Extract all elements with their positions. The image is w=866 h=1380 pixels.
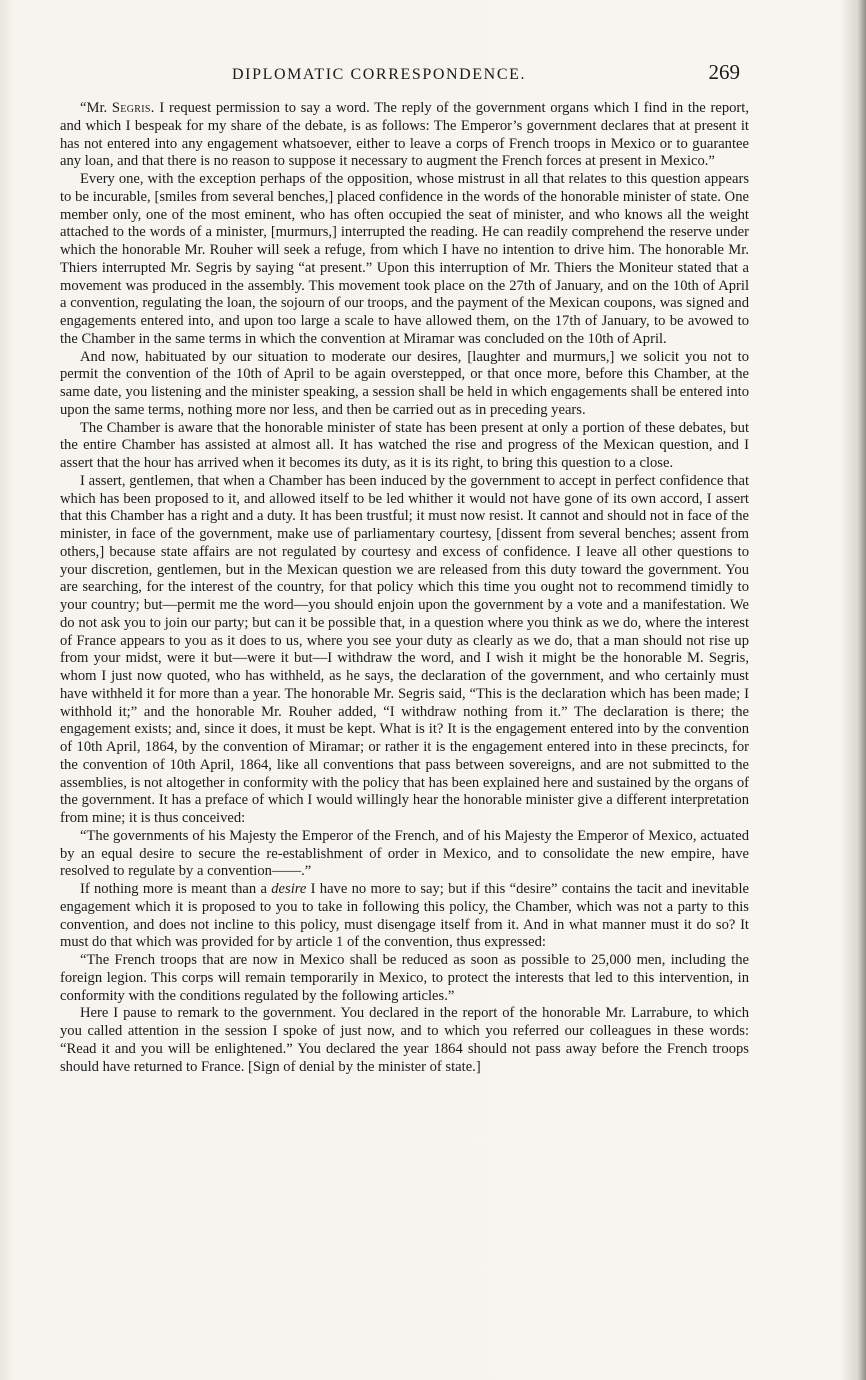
paragraph-6-quote: “The governments of his Majesty the Emperor of the French, and of his Majesty the Emperor of Mexico, actuated by an equal desire to secure the re-establishment of order in Mexico, and to consolidate the new empire, have resolved to regulate by a convention——.” <box>60 827 749 880</box>
paragraph-3: And now, habituated by our situation to moderate our desires, [laughter and murmurs,] we solicit you not to permit the convention of the 10th of April to be again overstepped, or that once more, before this Chamber, at the same date, you listening and the minister speaking, a session shall be held in which engagements shall be entered into upon the same terms, nothing more nor less, and then be carried out as in preceding years. <box>60 348 749 418</box>
page-number: 269 <box>708 60 740 84</box>
quote-open: “Mr. <box>80 100 112 116</box>
paragraph-9: Here I pause to remark to the government. You declared in the report of the honorable Mr. Larrabure, to which you called attention in the session I spoke of just now, and to which you referred our colleagues in these words: “Read it and you will be enlightened.” You declared the year 1864 should not pass away before the French troops should have returned to France. [Sign of denial by the minister of state.] <box>60 1005 749 1075</box>
paragraph-4: The Chamber is aware that the honorable minister of state has been present at only a portion of these debates, but the entire Chamber has assisted at almost all. It has watched the rise and progress of the Mexican question, and I assert that the hour has arrived when it becomes its duty, as it is its right, to bring this question to a close. <box>60 419 749 471</box>
paragraph-5: I assert, gentlemen, that when a Chamber has been induced by the government to accept in perfect confidence that which has been proposed to it, and allowed itself to be led whither it would not have gone of its own accord, I assert that this Chamber has a right and a duty. It has been trustful; it must now resist. It cannot and should not in face of the minister, in face of the government, make use of parliamentary courtesy, [dissent from several benches; assent from others,] because state affairs are not regulated by courtesy and excess of confidence. I leave all other questions to your discretion, gentlemen, but in the Mexican question we are released from this duty toward the government. You are searching, for the interest of the country, for that policy which this time you ought not to recommend timidly to your country; but—permit me the word—you should enjoin upon the government by a vote and a manifestation. We do not ask you to join our party; but can it be possible that, in a question where you think as we do, where the interest of France appears to you as it does to us, where you see your duty as clearly as we do, that a man should not rise up from your midst, were it but—were it but—I withdraw the word, and I wish it might be the honorable M. Segris, whom I just now quoted, who has withheld, as he says, the declaration of the government, and who certainly must have withheld it for more than a year. The honorable Mr. Segris said, “This is the declaration which has been made; I withhold it;” and the honorable Mr. Rouher added, “I withdraw nothing from it.” The declaration is there; the engagement exists; and, since it does, it must be kept. What is it? It is the engagement entered into by the convention of 10th April, 1864, by the convention of Miramar; or rather it is the engagement entered into in these precincts, for the convention of 10th April, 1864, like all conventions that pass between sovereigns, and are not submitted to the assemblies, is not altogether in conformity with the policy that has been explained here and sustained by the organs of the government. It has a preface of which I would willingly hear the honorable minister give a different interpretation from mine; it is thus conceived: <box>60 472 749 826</box>
speaker-name: Segris. <box>111 100 155 116</box>
paragraph-2: Every one, with the exception perhaps of the opposition, whose mistrust in all that relates to this question appears to be incurable, [smiles from several benches,] placed confidence in the words of the honorable minister of state. One member only, one of the most eminent, who has often occupied the seat of minister, and who knows all the weight attached to the words of a minister, [murmurs,] interrupted the reading. He can readily comprehend the reserve under which the honorable Mr. Rouher will seek a refuge, from which I have no intention to drive him. The honorable Mr. Thiers interrupted Mr. Segris by saying “at present.” Upon this interruption of Mr. Thiers the Moniteur stated that a movement was produced in the assembly. This movement took place on the 27th of January, and on the 10th of April a convention, regulating the loan, the sojourn of our troops, and the payment of the Mexican coupons, was signed and engagements entered into, and upon too large a scale to have allowed them, on the 17th of January, to be avowed to the Chamber in the same terms in which the convention at Miramar was concluded on the 10th of April. <box>60 171 749 347</box>
paragraph-7-before: If nothing more is meant than a <box>80 881 272 897</box>
emphasis-desire: desire <box>271 881 307 897</box>
page-header <box>232 60 752 90</box>
paragraph-8-quote: “The French troops that are now in Mexico shall be reduced as soon as possible to 25,000 men, including the foreign legion. This corps will remain temporarily in Mexico, to protect the interests that led to this intervention, in conformity with the conditions regulated by the following articles.” <box>60 952 749 1004</box>
paragraph-1 <box>60 100 749 171</box>
paragraph-7-after: I have no more to say; but if this “desire” contains the tacit and inevitable engagement which it is proposed to you to take in following this policy, the Chamber, which was not a party to this convention, and does not incline to this policy, must disengage itself from it. And in what manner must it do so? It must do that which was provided for by article 1 of the convention, thus expressed: <box>60 881 749 951</box>
paragraph-7 <box>60 881 749 952</box>
body-text <box>60 100 749 1076</box>
running-head: DIPLOMATIC CORRESPONDENCE. <box>232 66 527 83</box>
paragraph-1-text: I request permission to say a word. The reply of the government organs which I find in the report, and which I bespeak for my share of the debate, is as follows: The Emperor’s government declares that at present it has not entered into any engagement whatsoever, either to leave a corps of French troops in Mexico or to guarantee any loan, and that there is no reason to suppose it necessary to augment the French forces at present in Mexico.” <box>60 100 749 170</box>
